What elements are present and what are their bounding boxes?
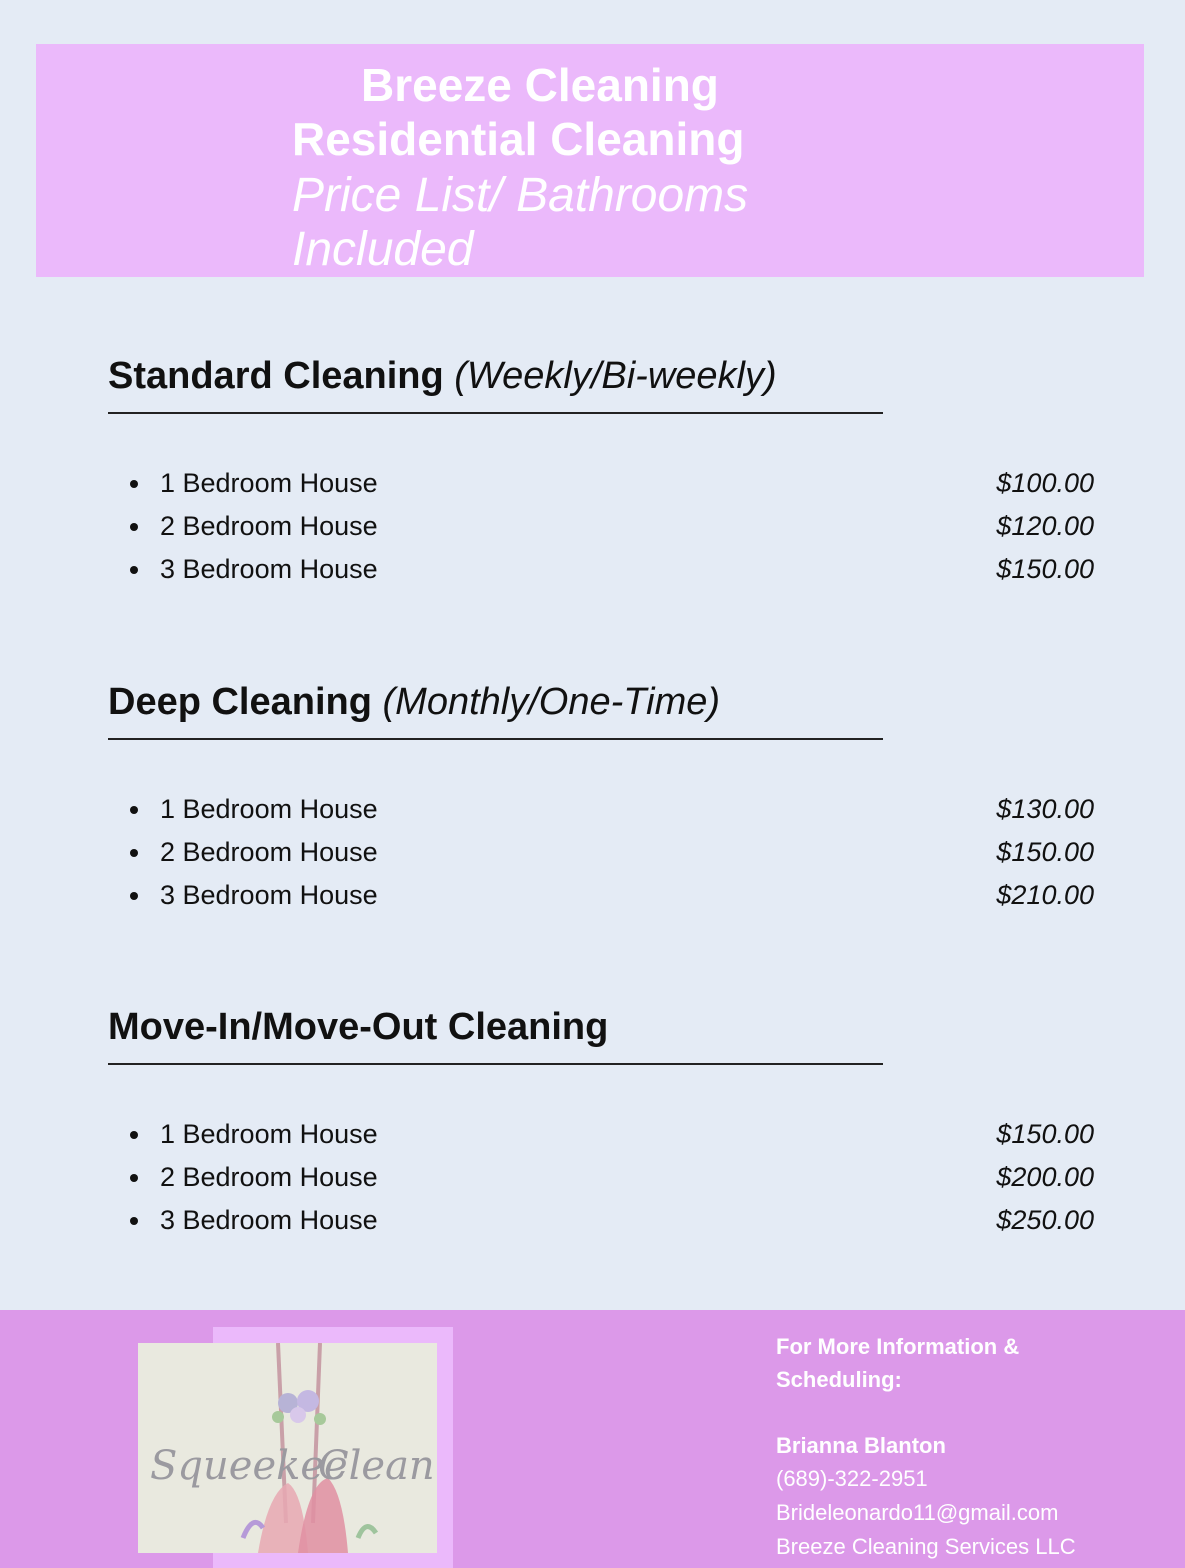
list-item [108, 1199, 1094, 1242]
item-price: $150.00 [996, 554, 1094, 584]
bullet-icon [130, 566, 138, 574]
list-item [108, 505, 1094, 548]
item-label: 2 Bedroom House [160, 1162, 378, 1192]
section-title [108, 350, 1094, 402]
divider [108, 412, 883, 414]
item-price: $250.00 [996, 1205, 1094, 1235]
section-title [108, 1001, 1094, 1053]
info-heading: For More Information & [776, 1334, 1020, 1359]
item-price: $150.00 [996, 1119, 1094, 1149]
footer [0, 1310, 1185, 1568]
contact-info [776, 1330, 1076, 1564]
bullet-icon [130, 480, 138, 488]
section-title-italic: (Weekly/Bi-weekly) [454, 355, 777, 397]
bullet-icon [130, 849, 138, 857]
contact-name: Brianna Blanton [776, 1433, 946, 1458]
item-price: $150.00 [996, 837, 1094, 867]
divider [108, 738, 883, 740]
list-item [108, 1113, 1094, 1156]
list-item [108, 831, 1094, 874]
list-item [108, 874, 1094, 917]
item-price: $130.00 [996, 794, 1094, 824]
company-name: Breeze Cleaning Services LLC [776, 1534, 1076, 1559]
item-label: 2 Bedroom House [160, 511, 378, 541]
contact-phone[interactable]: (689)-322-2951 [776, 1466, 928, 1491]
item-price: $100.00 [996, 468, 1094, 498]
item-label: 3 Bedroom House [160, 554, 378, 584]
item-label: 3 Bedroom House [160, 880, 378, 910]
bullet-icon [130, 1174, 138, 1182]
section-title-bold: Standard Cleaning [108, 355, 444, 397]
divider [108, 1063, 883, 1065]
business-name: Breeze Cleaning [361, 59, 719, 111]
price-list [108, 788, 1094, 917]
list-item [108, 548, 1094, 591]
price-list [108, 462, 1094, 591]
section-title-bold: Deep Cleaning [108, 681, 372, 723]
item-label: 1 Bedroom House [160, 468, 378, 498]
list-item [108, 462, 1094, 505]
item-price: $200.00 [996, 1162, 1094, 1192]
section-deep-cleaning [108, 676, 1094, 917]
section-standard-cleaning [108, 350, 1094, 591]
price-list-subtitle: Price List/ Bathrooms [292, 169, 749, 222]
section-title [108, 676, 1094, 728]
item-label: 1 Bedroom House [160, 1119, 378, 1149]
bullet-icon [130, 1131, 138, 1139]
item-label: 3 Bedroom House [160, 1205, 378, 1235]
item-price: $120.00 [996, 511, 1094, 541]
logo-text-right: Clean [318, 1443, 435, 1489]
section-move-cleaning [108, 1001, 1094, 1242]
section-title-italic: (Monthly/One-Time) [382, 681, 721, 723]
section-title-bold: Move-In/Move-Out Cleaning [108, 1006, 609, 1048]
logo [138, 1343, 437, 1553]
list-item [108, 1156, 1094, 1199]
service-type: Residential Cleaning [292, 113, 745, 165]
item-price: $210.00 [996, 880, 1094, 910]
price-list [108, 1113, 1094, 1242]
logo-text-left: Squeekee [150, 1443, 348, 1489]
info-heading-cont: Scheduling: [776, 1367, 902, 1392]
header-banner [36, 44, 1144, 277]
bullet-icon [130, 523, 138, 531]
item-label: 2 Bedroom House [160, 837, 378, 867]
bullet-icon [130, 1217, 138, 1225]
bullet-icon [130, 806, 138, 814]
price-list-subtitle-cont: Included [292, 223, 474, 276]
bullet-icon [130, 892, 138, 900]
contact-email[interactable]: Brideleonardo11@gmail.com [776, 1500, 1059, 1525]
list-item [108, 788, 1094, 831]
item-label: 1 Bedroom House [160, 794, 378, 824]
